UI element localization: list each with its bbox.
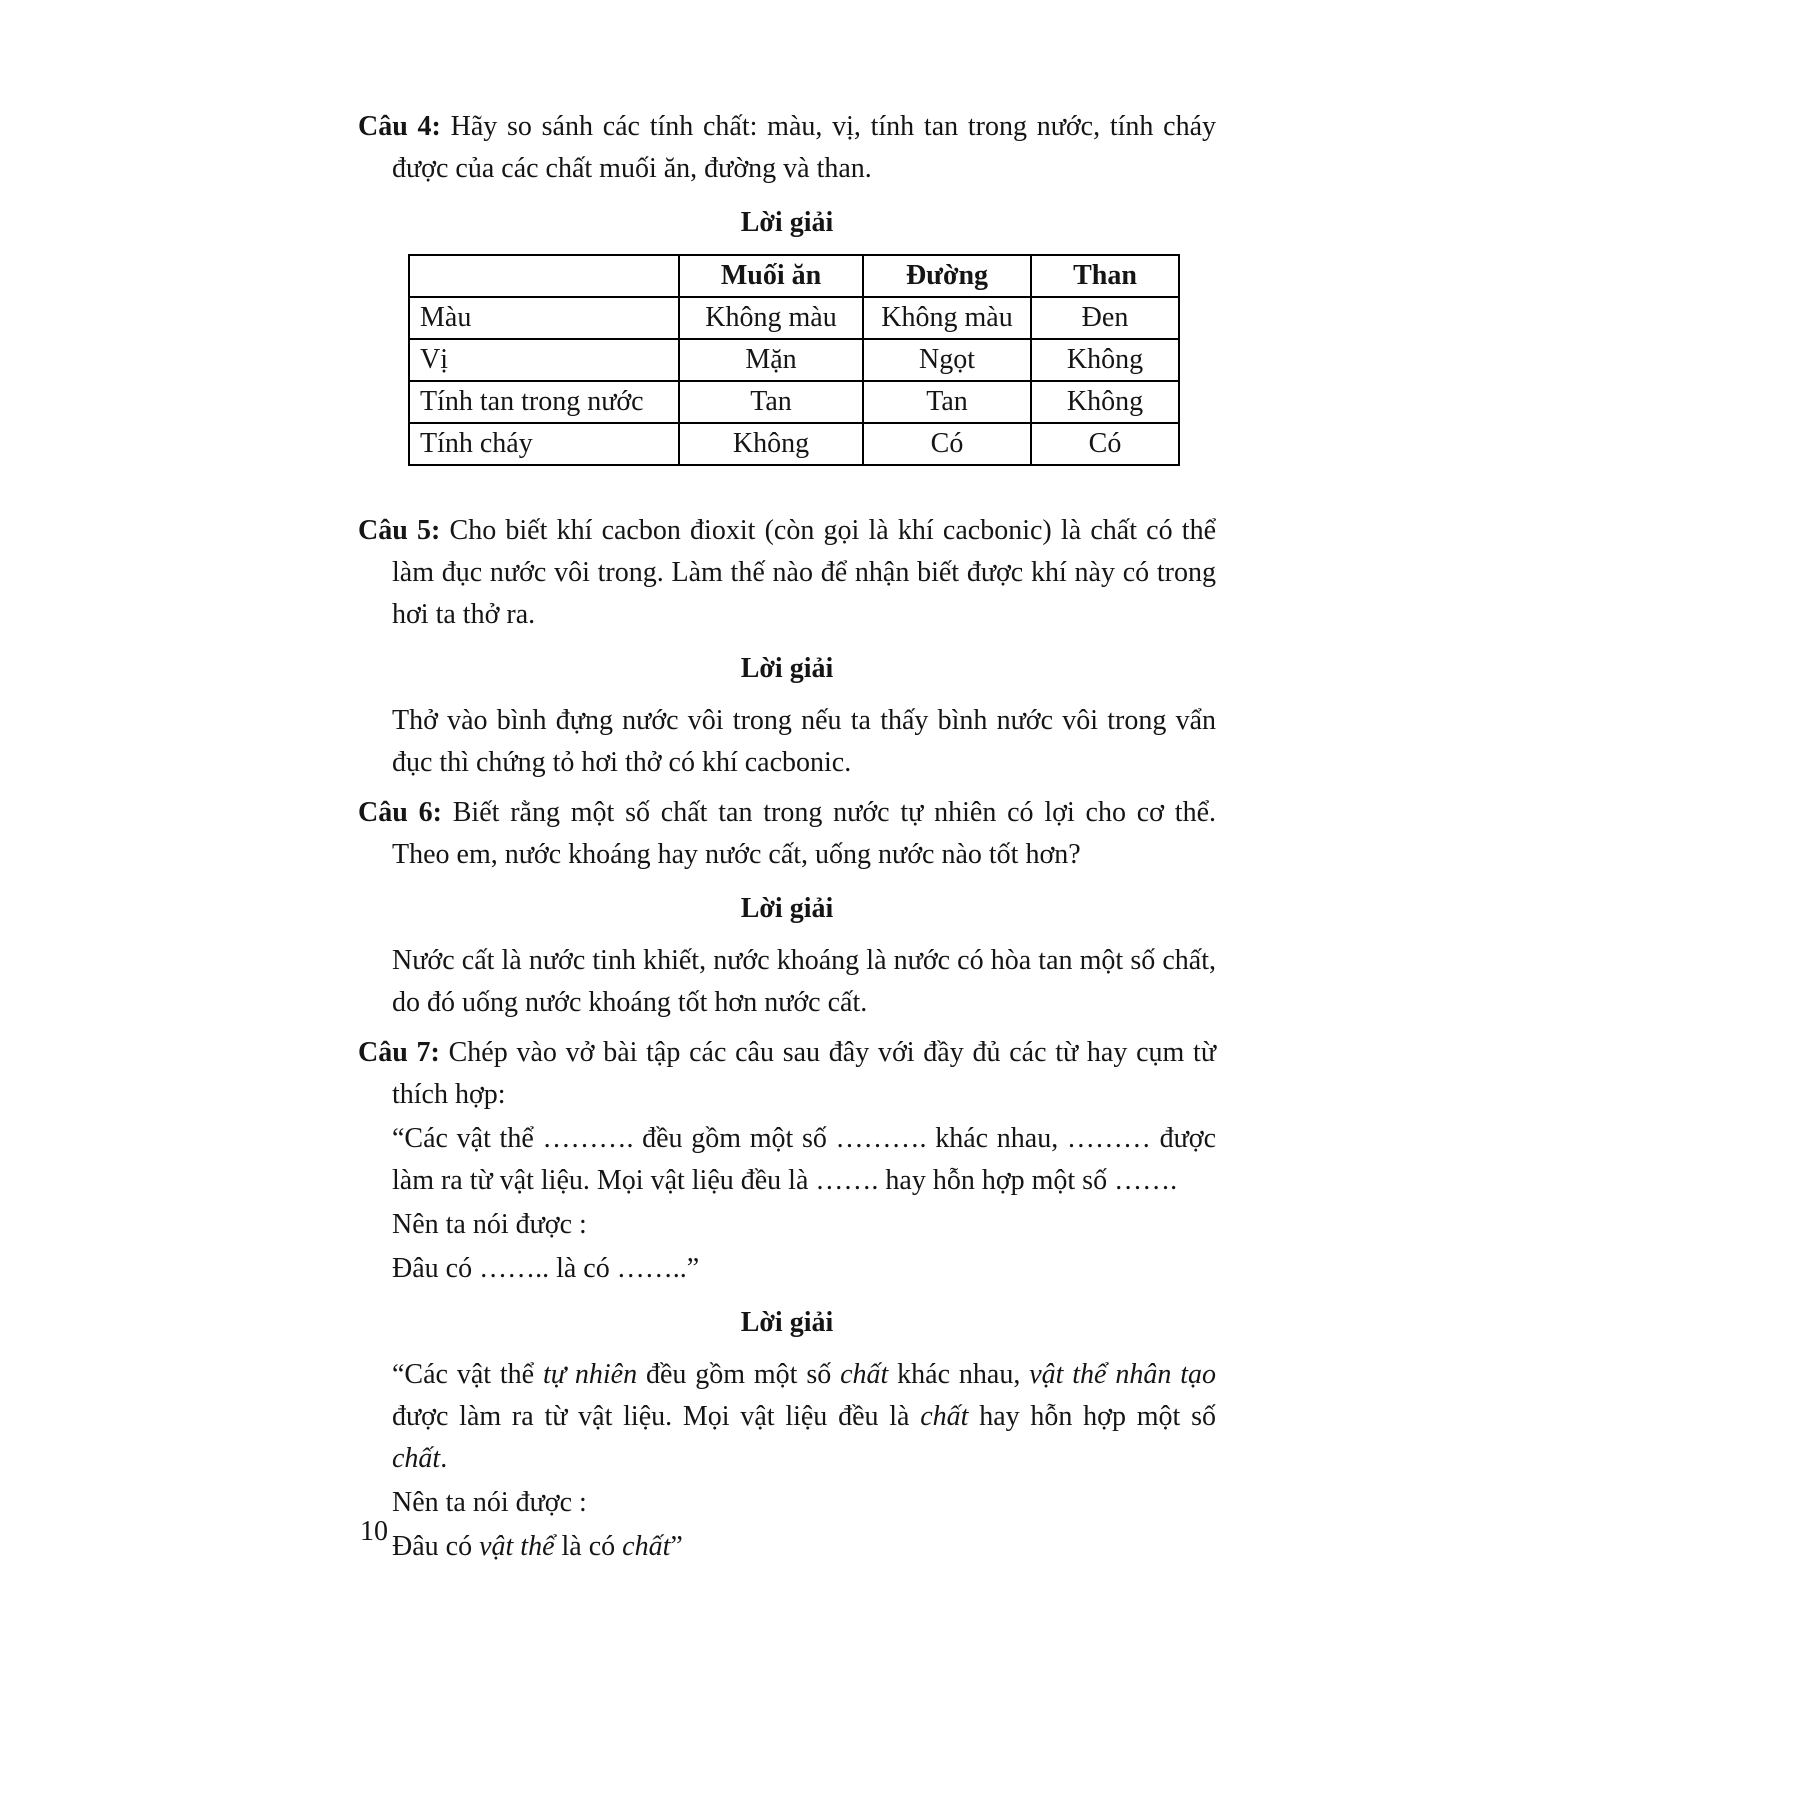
page-content <box>358 106 1216 1570</box>
table-cell: Không <box>1031 339 1179 381</box>
solution-heading-q7: Lời giải <box>740 1307 834 1338</box>
properties-comparison-table <box>408 254 1180 466</box>
table-cell: Đen <box>1031 297 1179 339</box>
answer-7: “Các vật thể tự nhiên đều gồm một số chất khác nhau, vật thể nhân tạo được làm ra từ vật liệu. Mọi vật liệu đều là chất hay hỗn hợp một số chất. <box>392 1359 1216 1474</box>
question-4 <box>358 106 1216 190</box>
table-cell: Không <box>679 423 863 465</box>
table-row-flammability <box>409 423 1179 465</box>
table-cell: Có <box>1031 423 1179 465</box>
table-row-color <box>409 297 1179 339</box>
table-cell: Tan <box>679 381 863 423</box>
table-cell: Mặn <box>679 339 863 381</box>
table-cell: Ngọt <box>863 339 1031 381</box>
question-6-text: Biết rằng một số chất tan trong nước tự nhiên có lợi cho cơ thể. Theo em, nước khoáng hay nước cất, uống nước nào tốt hơn? <box>392 797 1216 870</box>
table-cell: Tan <box>863 381 1031 423</box>
table-row-solubility <box>409 381 1179 423</box>
solution-heading-q6: Lời giải <box>740 893 834 924</box>
question-5-text: Cho biết khí cacbon đioxit (còn gọi là khí cacbonic) là chất có thể làm đục nước vôi trong. Làm thế nào để nhận biết được khí này có trong hơi ta thở ra. <box>392 515 1217 630</box>
table-header-sugar: Đường <box>863 255 1031 297</box>
question-7-text: Chép vào vở bài tập các câu sau đây với đầy đủ các từ hay cụm từ thích hợp: <box>392 1037 1217 1110</box>
question-7-quote-line2: Nên ta nói được : <box>392 1209 587 1240</box>
table-cell: Tính tan trong nước <box>409 381 679 423</box>
question-4-text: Hãy so sánh các tính chất: màu, vị, tính tan trong nước, tính cháy được của các chất muối ăn, đường và than. <box>392 111 1217 184</box>
table-cell: Tính cháy <box>409 423 679 465</box>
question-6 <box>358 792 1216 876</box>
question-7-quote-line3: Đâu có …….. là có ……..” <box>392 1253 700 1284</box>
solution-heading-q5: Lời giải <box>740 653 834 684</box>
table-cell: Không màu <box>679 297 863 339</box>
table-row-taste <box>409 339 1179 381</box>
table-header-empty <box>409 255 679 297</box>
question-4-label: Câu 4: <box>358 111 441 142</box>
table-cell: Vị <box>409 339 679 381</box>
table-header-coal: Than <box>1031 255 1179 297</box>
page-number: 10 <box>360 1516 388 1547</box>
table-cell: Không màu <box>863 297 1031 339</box>
table-cell: Màu <box>409 297 679 339</box>
question-5-label: Câu 5: <box>358 515 441 546</box>
answer-6: Nước cất là nước tinh khiết, nước khoáng là nước có hòa tan một số chất, do đó uống nước khoáng tốt hơn nước cất. <box>392 945 1216 1018</box>
table-cell: Không <box>1031 381 1179 423</box>
question-6-label: Câu 6: <box>358 797 442 828</box>
table-header-salt: Muối ăn <box>679 255 863 297</box>
table-cell: Có <box>863 423 1031 465</box>
answer-7-line3: Đâu có vật thể là có chất” <box>392 1531 683 1562</box>
table-header-row <box>409 255 1179 297</box>
answer-5: Thở vào bình đựng nước vôi trong nếu ta thấy bình nước vôi trong vẩn đục thì chứng tỏ hơi thở có khí cacbonic. <box>392 705 1216 778</box>
solution-heading-q4: Lời giải <box>740 207 834 238</box>
answer-7-line2: Nên ta nói được : <box>392 1487 587 1518</box>
question-7-label: Câu 7: <box>358 1037 440 1068</box>
question-7 <box>358 1032 1216 1116</box>
question-5 <box>358 510 1216 636</box>
question-7-quote: “Các vật thể ………. đều gồm một số ………. khác nhau, ……… được làm ra từ vật liệu. Mọi vật liệu đều là ……. hay hỗn hợp một số ……. <box>392 1123 1216 1196</box>
